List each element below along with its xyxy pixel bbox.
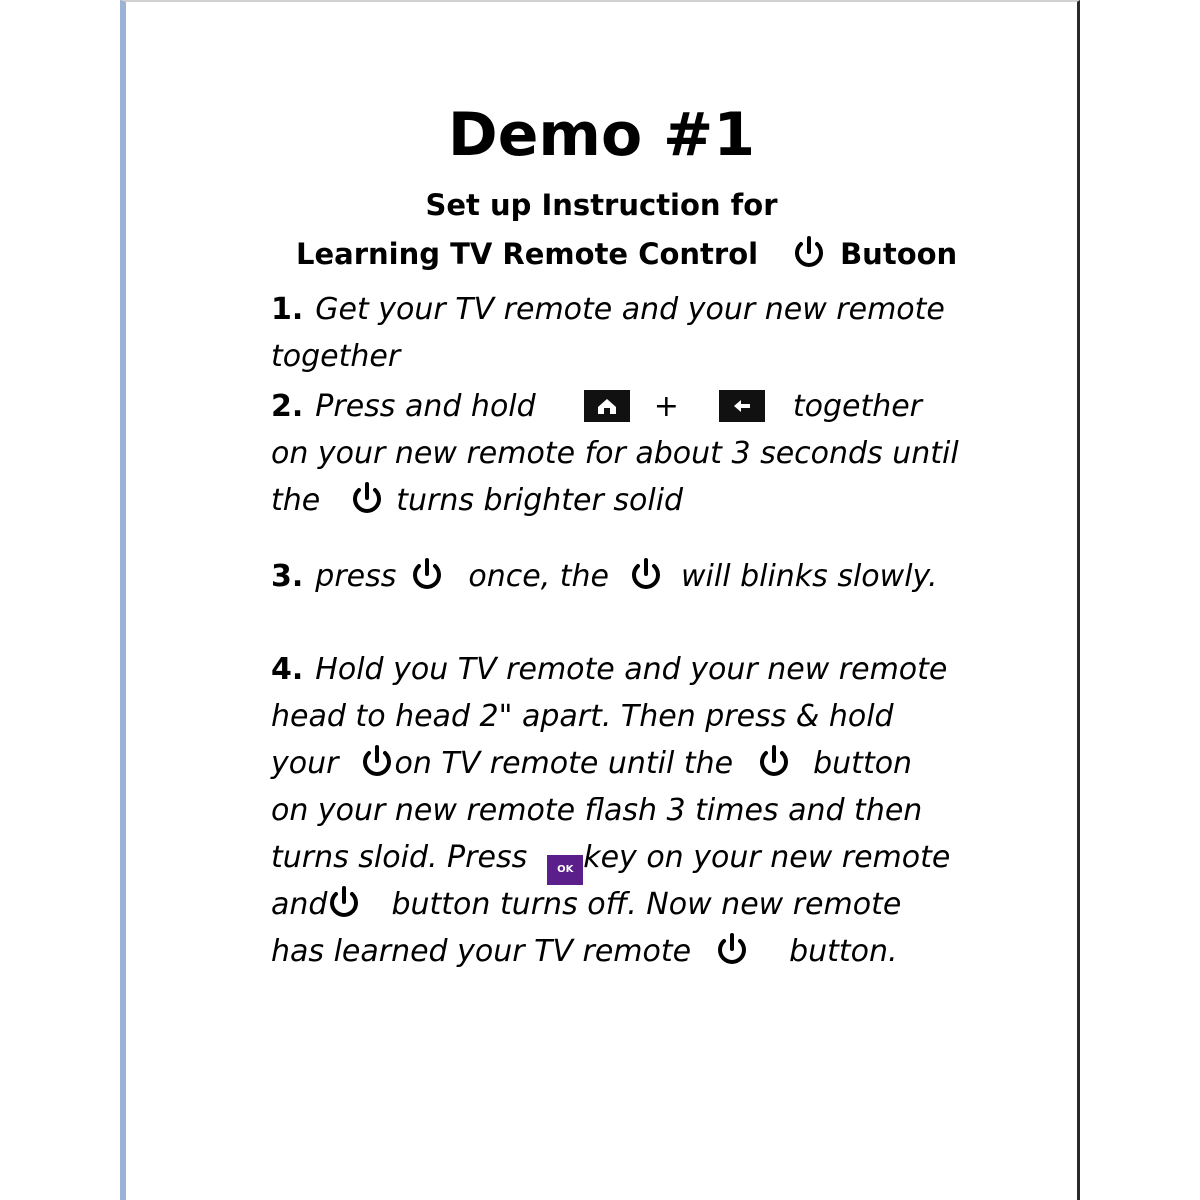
step-4-line-1 xyxy=(271,646,947,693)
step-text: Press and hold xyxy=(315,389,536,424)
power-icon xyxy=(629,557,663,593)
step-text: on your new remote flash 3 times and then xyxy=(271,793,923,828)
step-text: together xyxy=(271,339,401,374)
step-text: Get your TV remote and your new remote xyxy=(315,292,945,327)
step-3-line-1 xyxy=(271,553,938,600)
ok-key-icon: OK xyxy=(547,855,583,885)
home-key-icon xyxy=(584,390,630,422)
document-page xyxy=(120,0,1080,1200)
subtitle-text: Learning TV Remote Control xyxy=(296,237,759,271)
step-text: button turns off. Now new remote xyxy=(391,887,902,922)
step-2-line-3 xyxy=(271,477,683,524)
power-icon xyxy=(715,932,749,968)
power-icon xyxy=(360,744,394,780)
step-text: turns sloid. Press xyxy=(271,840,528,875)
step-text: will blinks slowly. xyxy=(681,559,938,594)
step-2-line-2 xyxy=(271,430,959,477)
step-text: the xyxy=(271,483,321,518)
step-text: and xyxy=(271,887,328,922)
step-4-line-5 xyxy=(271,834,950,885)
step-text: together xyxy=(792,389,923,424)
step-text: press xyxy=(315,559,397,594)
step-number: 4. xyxy=(271,652,304,687)
step-text: on your new remote for about 3 seconds until xyxy=(271,436,959,471)
step-number: 2. xyxy=(271,389,304,424)
step-4-line-6 xyxy=(271,881,901,928)
step-text: once, the xyxy=(468,559,609,594)
step-text: key on your new remote xyxy=(583,840,951,875)
step-2-line-1 xyxy=(271,383,922,430)
subtitle-suffix: Butoon xyxy=(840,237,958,271)
document-subtitle-line1: Set up Instruction for xyxy=(425,188,778,222)
step-number: 3. xyxy=(271,559,304,594)
power-icon xyxy=(757,744,791,780)
step-text: your xyxy=(271,746,339,781)
step-text: turns brighter solid xyxy=(396,483,684,518)
back-key-icon xyxy=(719,390,765,422)
power-icon xyxy=(410,557,444,593)
step-text: button. xyxy=(789,934,898,969)
step-4-line-4 xyxy=(271,787,922,834)
power-icon xyxy=(792,235,826,271)
step-number: 1. xyxy=(271,292,304,327)
plus-sign: + xyxy=(653,389,679,424)
step-text: head to head 2" apart. Then press & hold xyxy=(271,699,894,734)
step-1-line-1 xyxy=(271,286,945,333)
power-icon xyxy=(350,481,384,517)
power-icon xyxy=(327,885,361,921)
document-title: Demo #1 xyxy=(447,100,756,170)
step-4-line-2 xyxy=(271,693,894,740)
step-text: on TV remote until the xyxy=(394,746,734,781)
step-text: button xyxy=(813,746,913,781)
step-1-line-2 xyxy=(271,333,400,380)
step-text: Hold you TV remote and your new remote xyxy=(315,652,948,687)
document-subtitle-line2 xyxy=(296,235,957,271)
step-4-line-3 xyxy=(271,740,912,787)
step-4-line-7 xyxy=(271,928,898,975)
step-text: has learned your TV remote xyxy=(271,934,692,969)
